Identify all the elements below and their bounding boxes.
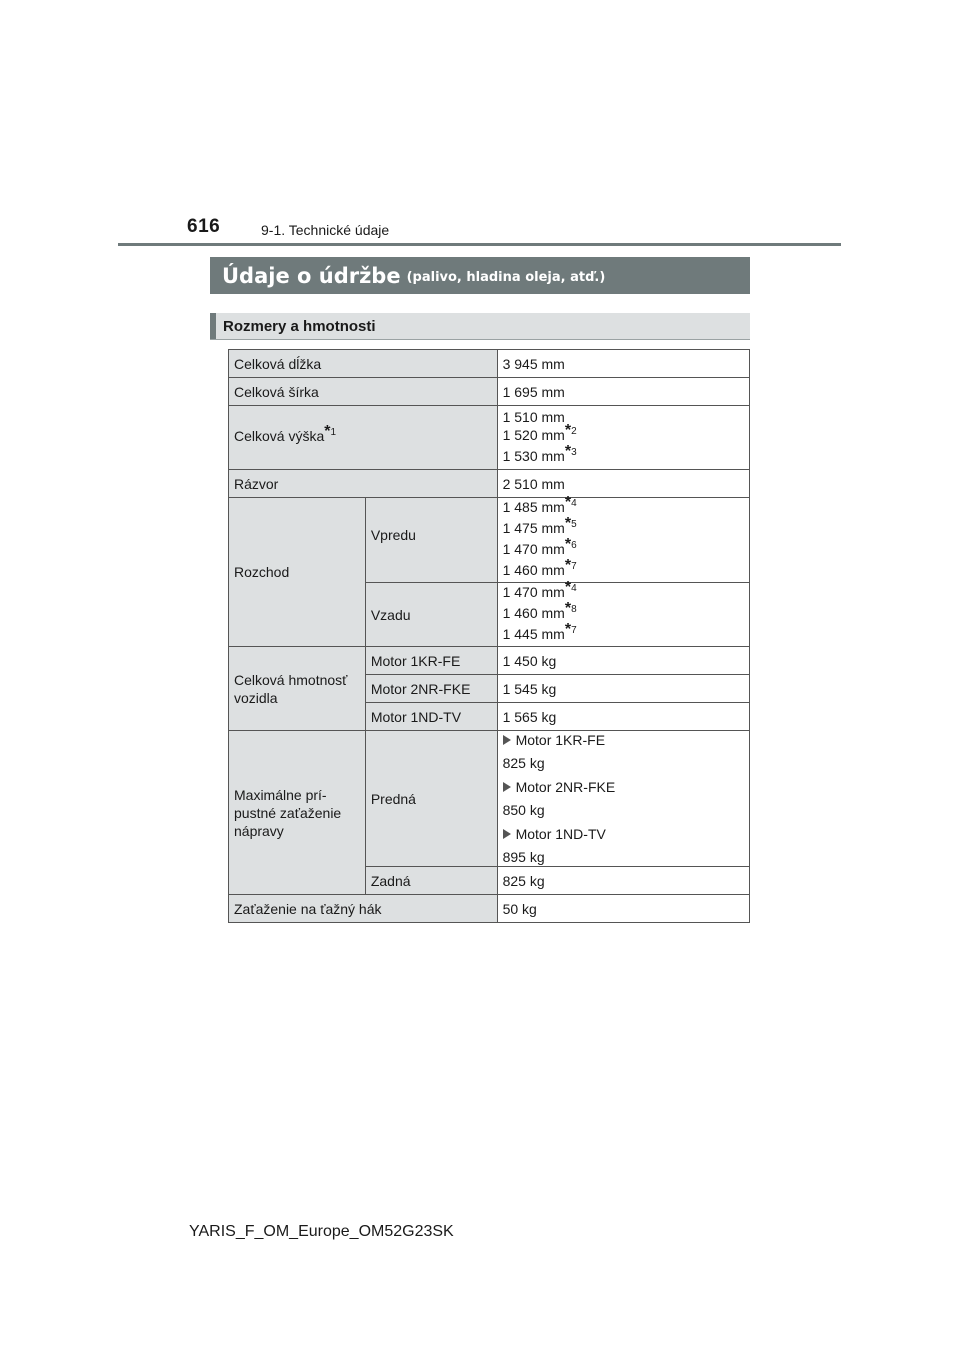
title-sub: (palivo, hladina oleja, atď.) (406, 270, 606, 285)
wheelbase-value: 2 510 mm (497, 470, 749, 498)
note-number: 5 (571, 519, 577, 530)
value-line (503, 408, 744, 426)
engine-text: Motor 1ND-TV (515, 826, 606, 842)
value-line (502, 442, 744, 468)
subheading-bar (210, 313, 750, 340)
width-label: Celková šírka (229, 378, 498, 406)
note-number: 4 (571, 583, 577, 594)
note-marker: * (564, 579, 572, 596)
value-line (502, 621, 744, 646)
wheelbase-label: Rázvor (229, 470, 498, 498)
value-line (502, 515, 744, 540)
engine-line (503, 778, 744, 796)
title-main: Údaje o údržbe (222, 263, 401, 288)
engine-line (503, 825, 744, 843)
subheading-accent (210, 313, 216, 339)
table-row (229, 406, 750, 470)
value-text: 1 475 mm (502, 520, 565, 536)
axle-rear-label: Zadná (365, 867, 497, 895)
value-text: 1 470 mm (502, 584, 565, 600)
table-row (229, 498, 750, 583)
note-marker: * (564, 536, 572, 553)
track-rear-label: Vzadu (365, 583, 497, 647)
section-label: 9-1. Technické údaje (261, 222, 390, 238)
track-front-values (497, 494, 749, 583)
page-number: 616 (187, 216, 221, 237)
value-text: 1 520 mm (502, 426, 565, 443)
axle-front-label: Predná (365, 731, 497, 867)
weight-label: Celková hmotnosť vozidla (229, 647, 366, 731)
note-number: 8 (571, 604, 577, 615)
tow-label: Zaťaženie na ťažný hák (229, 895, 498, 923)
load-value: 825 kg (502, 755, 545, 771)
value-text: 1 460 mm (502, 562, 565, 578)
weight-engine: Motor 2NR-FKE (365, 675, 497, 703)
length-label: Celková dĺžka (229, 350, 498, 378)
length-value: 3 945 mm (497, 350, 749, 378)
track-label: Rozchod (229, 498, 366, 647)
triangle-right-icon (503, 829, 511, 839)
value-text: 1 460 mm (502, 605, 565, 621)
header-rule (118, 243, 841, 246)
note-number: 4 (571, 498, 577, 509)
axle-front-values (497, 731, 749, 867)
value-line (502, 536, 744, 561)
weight-value: 1 450 kg (497, 647, 749, 675)
note-marker: * (564, 421, 572, 439)
note-marker: * (564, 515, 572, 532)
note-marker: * (564, 621, 572, 638)
value-text: 1 445 mm (502, 626, 565, 642)
note-number: 7 (571, 625, 577, 636)
weight-engine: Motor 1ND-TV (365, 703, 497, 731)
engine-text: Motor 2NR-FKE (515, 779, 616, 795)
note-marker: * (564, 442, 572, 460)
triangle-right-icon (503, 735, 511, 745)
load-value: 895 kg (502, 849, 545, 865)
value-line (502, 494, 744, 519)
value-line (502, 421, 744, 447)
table-row (229, 350, 750, 378)
axle-label: Maximálne prí- pustné zaťaženie nápravy (229, 731, 366, 895)
height-label: Celková výška (234, 428, 325, 444)
note-number: 7 (571, 561, 577, 572)
engine-line (503, 731, 744, 749)
note-marker: * (324, 423, 331, 440)
note-number: 2 (571, 425, 577, 437)
spec-table (228, 349, 750, 923)
table-row (229, 470, 750, 498)
track-front-label: Vpredu (365, 498, 497, 583)
table-row (229, 378, 750, 406)
weight-value: 1 545 kg (497, 675, 749, 703)
width-value: 1 695 mm (497, 378, 749, 406)
axle-rear-value: 825 kg (497, 867, 749, 895)
table-row (229, 731, 750, 867)
note-marker: * (564, 600, 572, 617)
note-marker: * (564, 557, 572, 574)
value-text: 1 485 mm (502, 499, 565, 515)
tow-value: 50 kg (497, 895, 749, 923)
height-label-cell (229, 406, 498, 470)
note-number: 6 (571, 540, 577, 551)
value-text: 1 530 mm (502, 447, 565, 464)
triangle-right-icon (503, 782, 511, 792)
engine-text: Motor 1KR-FE (515, 732, 606, 748)
note-number: 3 (571, 446, 577, 458)
track-rear-values (497, 579, 749, 647)
footer-code: YARIS_F_OM_Europe_OM52G23SK (189, 1223, 454, 1240)
subheading-text: Rozmery a hmotnosti (223, 317, 376, 335)
note-marker: * (564, 494, 572, 511)
weight-value: 1 565 kg (497, 703, 749, 731)
note-number: 1 (330, 427, 337, 438)
value-text: 1 510 mm (502, 408, 565, 425)
table-row (229, 895, 750, 923)
weight-engine: Motor 1KR-FE (365, 647, 497, 675)
title-bar (210, 257, 750, 294)
value-text: 1 470 mm (502, 541, 565, 557)
value-line (502, 557, 744, 582)
load-value: 850 kg (502, 802, 545, 818)
height-values (497, 406, 749, 470)
value-line (502, 579, 744, 604)
table-row (229, 647, 750, 675)
value-line (502, 600, 744, 625)
